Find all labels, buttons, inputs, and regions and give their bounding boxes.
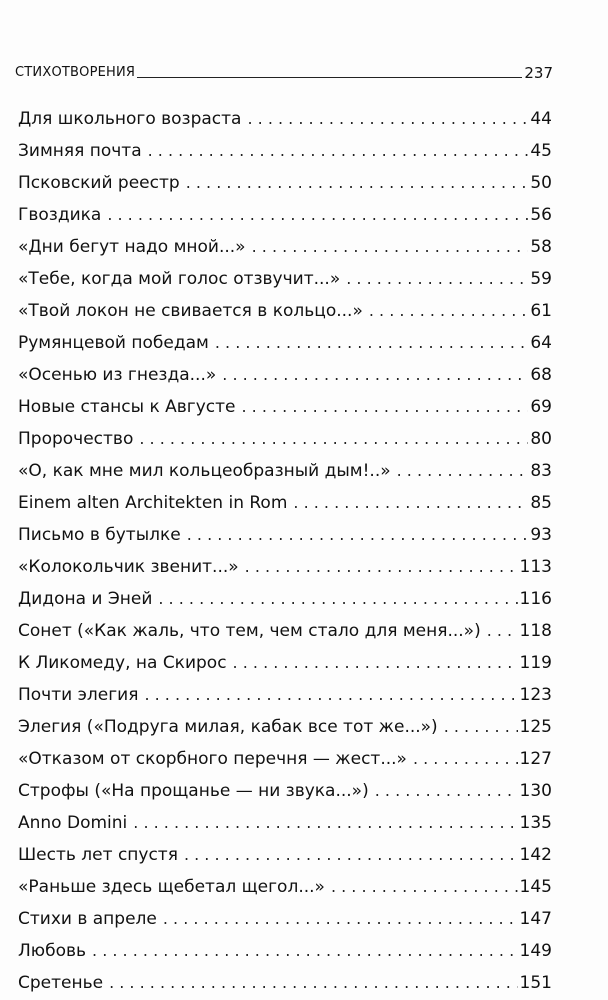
toc-entry	[18, 231, 552, 263]
dot-leader	[187, 519, 529, 551]
dot-leader	[369, 295, 529, 327]
toc-entry-title: Пророчество	[18, 429, 134, 449]
toc-entry-title: Почти элегия	[18, 685, 139, 705]
toc-entry-page: 50	[530, 173, 552, 193]
dot-leader	[375, 775, 518, 807]
toc-entry-page: 45	[530, 141, 552, 161]
toc-entry-title: Элегия («Подруга милая, кабак все тот же...»)	[18, 717, 438, 737]
toc-entry-page: 145	[519, 877, 552, 897]
toc-entry-page: 80	[530, 429, 552, 449]
toc-entry-page: 149	[519, 941, 552, 961]
toc-entry-title: Гвоздика	[18, 205, 102, 225]
toc-entry-page: 58	[530, 237, 552, 257]
toc-entry	[18, 167, 552, 199]
toc-entry-page: 113	[519, 557, 552, 577]
toc-entry-title: Дидона и Эней	[18, 589, 153, 609]
toc-entry-page: 127	[519, 749, 552, 769]
toc-entry-page: 125	[519, 717, 552, 737]
toc-entry-title: «Дни бегут надо мной...»	[18, 237, 246, 257]
toc-entry-title: Шесть лет спустя	[18, 845, 178, 865]
header-rule	[137, 77, 522, 78]
toc-entry-title: Anno Domini	[18, 813, 128, 833]
toc-entry	[18, 711, 552, 743]
toc-entry	[18, 103, 552, 135]
toc-entry	[18, 391, 552, 423]
dot-leader	[397, 455, 529, 487]
toc-entry-title: Румянцевой победам	[18, 333, 209, 353]
toc-entry-page: 118	[519, 621, 552, 641]
toc-entry-title: К Ликомеду, на Скирос	[18, 653, 227, 673]
toc-entry	[18, 583, 552, 615]
dot-leader	[444, 711, 518, 743]
toc-entry	[18, 839, 552, 871]
running-head	[15, 58, 553, 82]
toc-entry-title: Строфы («На прощанье — ни звука...»)	[18, 781, 369, 801]
toc-entry	[18, 519, 552, 551]
toc-entry-title: Сретенье	[18, 973, 104, 993]
toc-entry-page: 116	[519, 589, 552, 609]
dot-leader	[184, 839, 518, 871]
toc-entry	[18, 903, 552, 935]
toc-entry-title: Зимняя почта	[18, 141, 142, 161]
dot-leader	[92, 935, 518, 967]
dot-leader	[109, 967, 517, 999]
toc-entry	[18, 487, 552, 519]
toc-entry-page: 68	[530, 365, 552, 385]
table-of-contents	[18, 103, 552, 999]
toc-entry	[18, 967, 552, 999]
section-title: СТИХОТВОРЕНИЯ	[15, 65, 136, 80]
toc-entry	[18, 135, 552, 167]
toc-entry-page: 130	[519, 781, 552, 801]
toc-entry	[18, 647, 552, 679]
toc-entry-page: 69	[530, 397, 552, 417]
toc-entry	[18, 871, 552, 903]
toc-entry-page: 142	[519, 845, 552, 865]
toc-entry	[18, 455, 552, 487]
toc-entry-page: 56	[530, 205, 552, 225]
dot-leader	[186, 167, 529, 199]
toc-entry-title: «О, как мне мил кольцеобразный дым!..»	[18, 461, 391, 481]
toc-entry-title: Для школьного возраста	[18, 109, 242, 129]
toc-entry	[18, 615, 552, 647]
toc-entry-page: 85	[530, 493, 552, 513]
dot-leader	[331, 871, 518, 903]
toc-entry-title: Любовь	[18, 941, 87, 961]
toc-entry-page: 44	[530, 109, 552, 129]
dot-leader	[233, 647, 518, 679]
toc-entry-page: 93	[530, 525, 552, 545]
toc-entry	[18, 679, 552, 711]
toc-entry-page: 151	[519, 973, 552, 993]
toc-entry-title: «Раньше здесь щебетал щегол...»	[18, 877, 325, 897]
toc-entry-title: Einem alten Architekten in Rom	[18, 493, 288, 513]
toc-entry	[18, 743, 552, 775]
dot-leader	[346, 263, 528, 295]
toc-entry-page: 147	[519, 909, 552, 929]
toc-entry-title: Псковский реестр	[18, 173, 180, 193]
dot-leader	[487, 615, 518, 647]
toc-entry-page: 119	[519, 653, 552, 673]
toc-entry-page: 61	[530, 301, 552, 321]
dot-leader	[163, 903, 518, 935]
dot-leader	[241, 391, 528, 423]
toc-entry-title: «Колокольчик звенит...»	[18, 557, 239, 577]
dot-leader	[293, 487, 528, 519]
toc-entry-title: Новые стансы к Августе	[18, 397, 236, 417]
toc-entry	[18, 807, 552, 839]
toc-entry-title: «Осенью из гнезда...»	[18, 365, 217, 385]
dot-leader	[215, 327, 529, 359]
toc-entry	[18, 935, 552, 967]
toc-entry	[18, 551, 552, 583]
toc-entry-title: «Твой локон не свивается в кольцо...»	[18, 301, 363, 321]
toc-entry	[18, 359, 552, 391]
toc-entry-title: «Отказом от скорбного перечня — жест...»	[18, 749, 407, 769]
toc-entry-title: Сонет («Как жаль, что тем, чем стало для меня...»)	[18, 621, 481, 641]
toc-entry	[18, 295, 552, 327]
dot-leader	[252, 231, 529, 263]
toc-entry	[18, 775, 552, 807]
toc-entry-page: 123	[519, 685, 552, 705]
toc-entry	[18, 263, 552, 295]
dot-leader	[133, 807, 517, 839]
toc-entry-title: Письмо в бутылке	[18, 525, 181, 545]
dot-leader	[139, 423, 528, 455]
dot-leader	[245, 551, 518, 583]
toc-entry-title: «Тебе, когда мой голос отзвучит...»	[18, 269, 341, 289]
dot-leader	[222, 359, 528, 391]
toc-entry-page: 59	[530, 269, 552, 289]
dot-leader	[247, 103, 528, 135]
dot-leader	[107, 199, 528, 231]
toc-entry	[18, 423, 552, 455]
dot-leader	[158, 583, 517, 615]
page-number: 237	[524, 64, 553, 82]
toc-entry-page: 83	[530, 461, 552, 481]
dot-leader	[144, 679, 517, 711]
toc-entry-page: 64	[530, 333, 552, 353]
toc-entry-page: 135	[519, 813, 552, 833]
dot-leader	[148, 135, 529, 167]
dot-leader	[413, 743, 518, 775]
toc-entry-title: Стихи в апреле	[18, 909, 157, 929]
toc-entry	[18, 327, 552, 359]
toc-entry	[18, 199, 552, 231]
